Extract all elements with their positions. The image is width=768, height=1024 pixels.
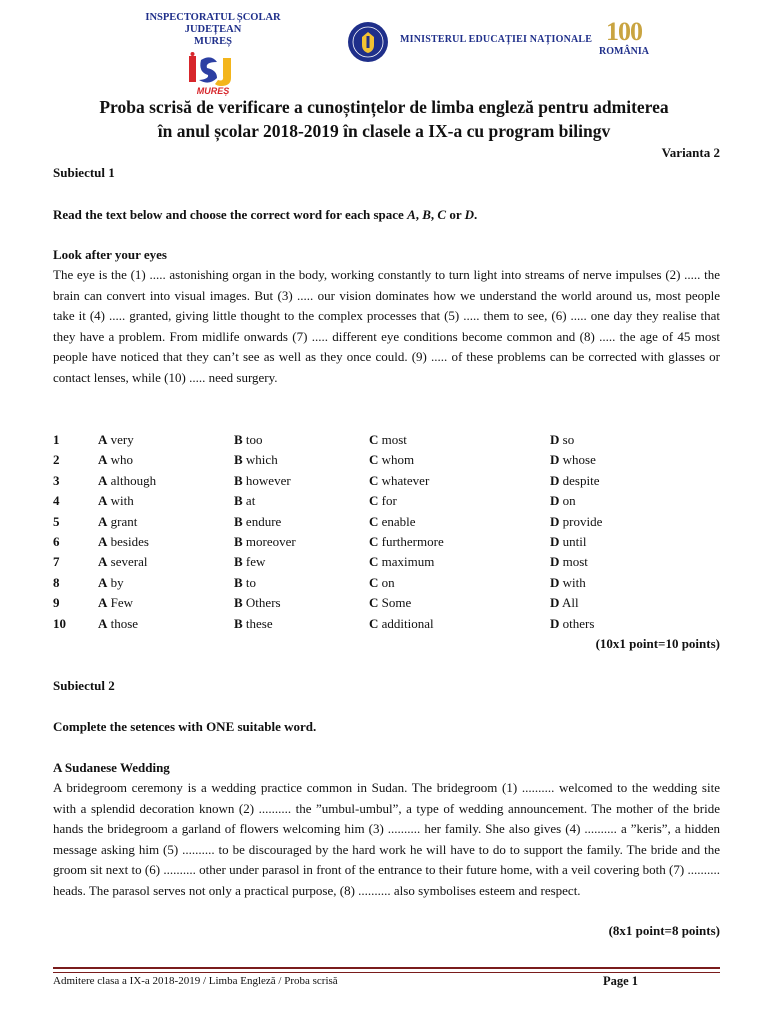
question-number: 2 [53,452,60,468]
instr-letter-c: C [437,207,447,222]
option-letter: B [234,615,243,631]
exam-title-line1: Proba scrisă de verificare a cunoștințelor de limba engleză pentru admiterea [99,97,669,117]
page-number: Page 1 [603,974,639,988]
option-d [550,512,602,532]
variant-label: Varianta 2 [661,145,720,160]
option-word: whom [381,452,415,468]
option-word: few [245,554,266,570]
option-word: however [245,472,291,488]
option-word: which [245,452,278,468]
option-word: moreover [245,533,296,549]
option-row [53,450,720,470]
option-a [98,532,149,552]
text2-body: A bridegroom ceremony is a wedding practice common in Sudan. The bridegroom (1) .......... welcomed to the wedding site with a splendid decoration known (2) .......... the ”umbul-umbul”, a type of wedding announcement. The mother of the bride hands the bridegroom a garland of flowers welcoming him (3) .......... her family. She also gives (4) .......... a ”keris”, a hidden message asking him (5) .......... to be discouraged by the hard work he will have to do to support the family. The bride and the groom sit next to (6) .......... other under parasol in front of the entrance to their future home, with a veil covering both (7) .......... heads. The parasol serves not only a practical purpose, (8) .......... also symbolises esteem and respect. [53,780,720,898]
instr-letter-d: D [464,207,475,222]
option-word: so [562,432,575,447]
option-letter: D [550,432,560,447]
option-c [369,532,444,552]
option-row [53,471,720,491]
option-row [53,532,720,552]
option-c [369,512,416,532]
text1-body: The eye is the (1) ..... astonishing organ in the body, working constantly to turn light into streams of nerve impulses (2) ..... the brain can convert into visual images. But (3) ..... our vision dominates how we understand the world around us, most people take it (4) ..... granted, giving little thought to the complex processes that (5) ..... them to see, (6) ..... one day they realise that they have a problem. From midlife onwards (7) ..... different eye conditions become common and (8) ..... the age of 45 most people have noticed that they can’t see as well as they once could. (9) ..... of these problems can be corrected with glasses or contact lenses, while (10) ..... need surgery. [53,267,720,385]
option-row [53,593,720,613]
option-letter: A [98,574,108,590]
option-word: Few [110,595,134,611]
option-letter: C [369,493,379,509]
option-b [234,532,296,552]
option-word: these [245,615,273,631]
isj-emblem-icon [183,52,243,96]
option-b [234,491,255,511]
option-word: too [245,432,263,447]
centenary-number: 100 [606,17,642,46]
option-letter: A [98,554,108,570]
option-letter: D [550,595,560,611]
option-c [369,471,429,491]
option-word: most [381,432,407,447]
option-letter: B [234,513,243,529]
option-letter: A [98,533,108,549]
ministry-name: MINISTERUL EDUCAȚIEI NAȚIONALE [400,34,593,45]
option-word: additional [381,615,434,631]
question-number: 1 [53,432,60,447]
isj-logo [118,12,308,96]
instr-sep: , [430,207,438,222]
section2-points: (8x1 point=8 points) [608,923,720,938]
option-word: All [561,595,579,611]
section2-heading: Subiectul 2 [53,678,115,693]
option-word: for [381,493,397,509]
option-word: on [562,493,576,509]
option-letter: C [369,574,379,590]
option-a [98,614,138,634]
option-letter: C [369,452,379,468]
option-d [550,552,588,572]
option-word: until [562,533,587,549]
option-letter: A [98,615,108,631]
option-letter: C [369,432,379,447]
option-word: enable [381,513,416,529]
option-b [234,573,256,593]
footer-text: Admitere clasa a IX-a 2018-2019 / Limba Engleză / Proba scrisă [53,975,338,987]
centenary-country: ROMÂNIA [599,46,649,57]
option-a [98,491,134,511]
option-letter: B [234,452,243,468]
option-letter: C [369,554,379,570]
option-a [98,471,156,491]
option-word: on [381,574,395,590]
option-letter: D [550,472,560,488]
option-d [550,430,574,450]
option-letter: B [234,554,243,570]
isj-name-line1: INSPECTORATUL ȘCOLAR JUDEȚEAN [145,12,281,35]
option-letter: C [369,533,379,549]
option-word: very [110,432,134,447]
instr-sep: , [415,207,423,222]
option-letter: C [369,472,379,488]
option-row [53,552,720,572]
option-word: despite [562,472,600,488]
option-letter: B [234,493,243,509]
question-number: 10 [53,615,66,631]
option-word: maximum [381,554,435,570]
option-word: to [245,574,257,590]
option-d [550,573,586,593]
option-letter: B [234,432,243,447]
option-word: whatever [381,472,430,488]
instr-end: . [474,207,478,222]
option-c [369,593,411,613]
option-word: furthermore [381,533,444,549]
option-letter: D [550,533,560,549]
option-letter: D [550,574,560,590]
section1-instructions [53,207,477,223]
option-letter: B [234,574,243,590]
option-letter: A [98,472,108,488]
option-letter: B [234,595,243,611]
instr-text: Read the text below and choose the correct word for each space [53,207,408,222]
option-a [98,430,134,450]
option-d [550,450,596,470]
option-word: endure [245,513,282,529]
option-letter: C [369,615,379,631]
option-word: provide [562,513,603,529]
option-c [369,573,395,593]
option-c [369,430,407,450]
option-letter: A [98,452,108,468]
option-word: with [110,493,134,509]
option-letter: C [369,513,379,529]
header-logos [0,0,768,96]
option-word: by [110,574,124,590]
option-c [369,491,397,511]
option-a [98,552,147,572]
option-c [369,614,434,634]
option-letter: A [98,513,108,529]
option-a [98,450,133,470]
option-letter: D [550,452,560,468]
ministry-seal-icon [346,20,390,64]
svg-text:MUREȘ: MUREȘ [196,86,230,96]
option-b [234,552,265,572]
question-number: 8 [53,574,60,590]
option-letter: B [234,472,243,488]
option-word: whose [562,452,596,468]
instr-or: or [446,207,465,222]
option-d [550,614,594,634]
ministry-logo [346,20,593,64]
section2-instructions: Complete the setences with ONE suitable word. [53,719,317,734]
option-b [234,614,273,634]
option-letter: D [550,493,560,509]
option-word: at [245,493,256,509]
option-a [98,593,133,613]
option-word: although [110,472,157,488]
option-word: grant [110,513,138,529]
option-letter: B [234,533,243,549]
option-row [53,573,720,593]
footer-divider [53,967,720,973]
option-a [98,512,137,532]
option-letter: D [550,615,560,631]
option-row [53,491,720,511]
option-word: Others [245,595,281,611]
question-number: 5 [53,513,60,529]
text1-title: Look after your eyes [53,247,167,262]
option-b [234,471,291,491]
instr-letter-a: A [407,207,416,222]
option-d [550,532,586,552]
option-d [550,471,599,491]
option-letter: A [98,595,108,611]
isj-name-line2: MUREȘ [194,36,232,47]
question-number: 4 [53,493,60,509]
option-letter: D [550,554,560,570]
instr-letter-b: B [422,207,431,222]
text2-title: A Sudanese Wedding [53,760,170,775]
option-letter: D [550,513,560,529]
option-word: most [562,554,588,570]
option-b [234,593,281,613]
option-word: several [110,554,148,570]
exam-title-line2: în anul școlar 2018-2019 în clasele a IX-a cu program bilingv [157,121,611,141]
option-c [369,552,434,572]
option-letter: A [98,432,108,447]
option-letter: C [369,595,379,611]
option-word: who [110,452,134,468]
option-letter: A [98,493,108,509]
option-row [53,430,720,450]
option-b [234,512,281,532]
options-table [53,430,720,634]
option-row [53,512,720,532]
option-word: Some [381,595,412,611]
question-number: 7 [53,554,60,570]
option-b [234,450,278,470]
romania-100-logo [590,18,658,66]
option-word: with [562,574,586,590]
section1-points: (10x1 point=10 points) [595,636,720,651]
option-d [550,593,579,613]
option-a [98,573,124,593]
question-number: 9 [53,595,60,611]
option-row [53,614,720,634]
option-d [550,491,576,511]
option-word: others [562,615,595,631]
option-word: besides [110,533,149,549]
option-b [234,430,263,450]
option-c [369,450,414,470]
option-word: those [110,615,139,631]
question-number: 6 [53,533,60,549]
question-number: 3 [53,472,60,488]
section1-heading: Subiectul 1 [53,165,115,180]
